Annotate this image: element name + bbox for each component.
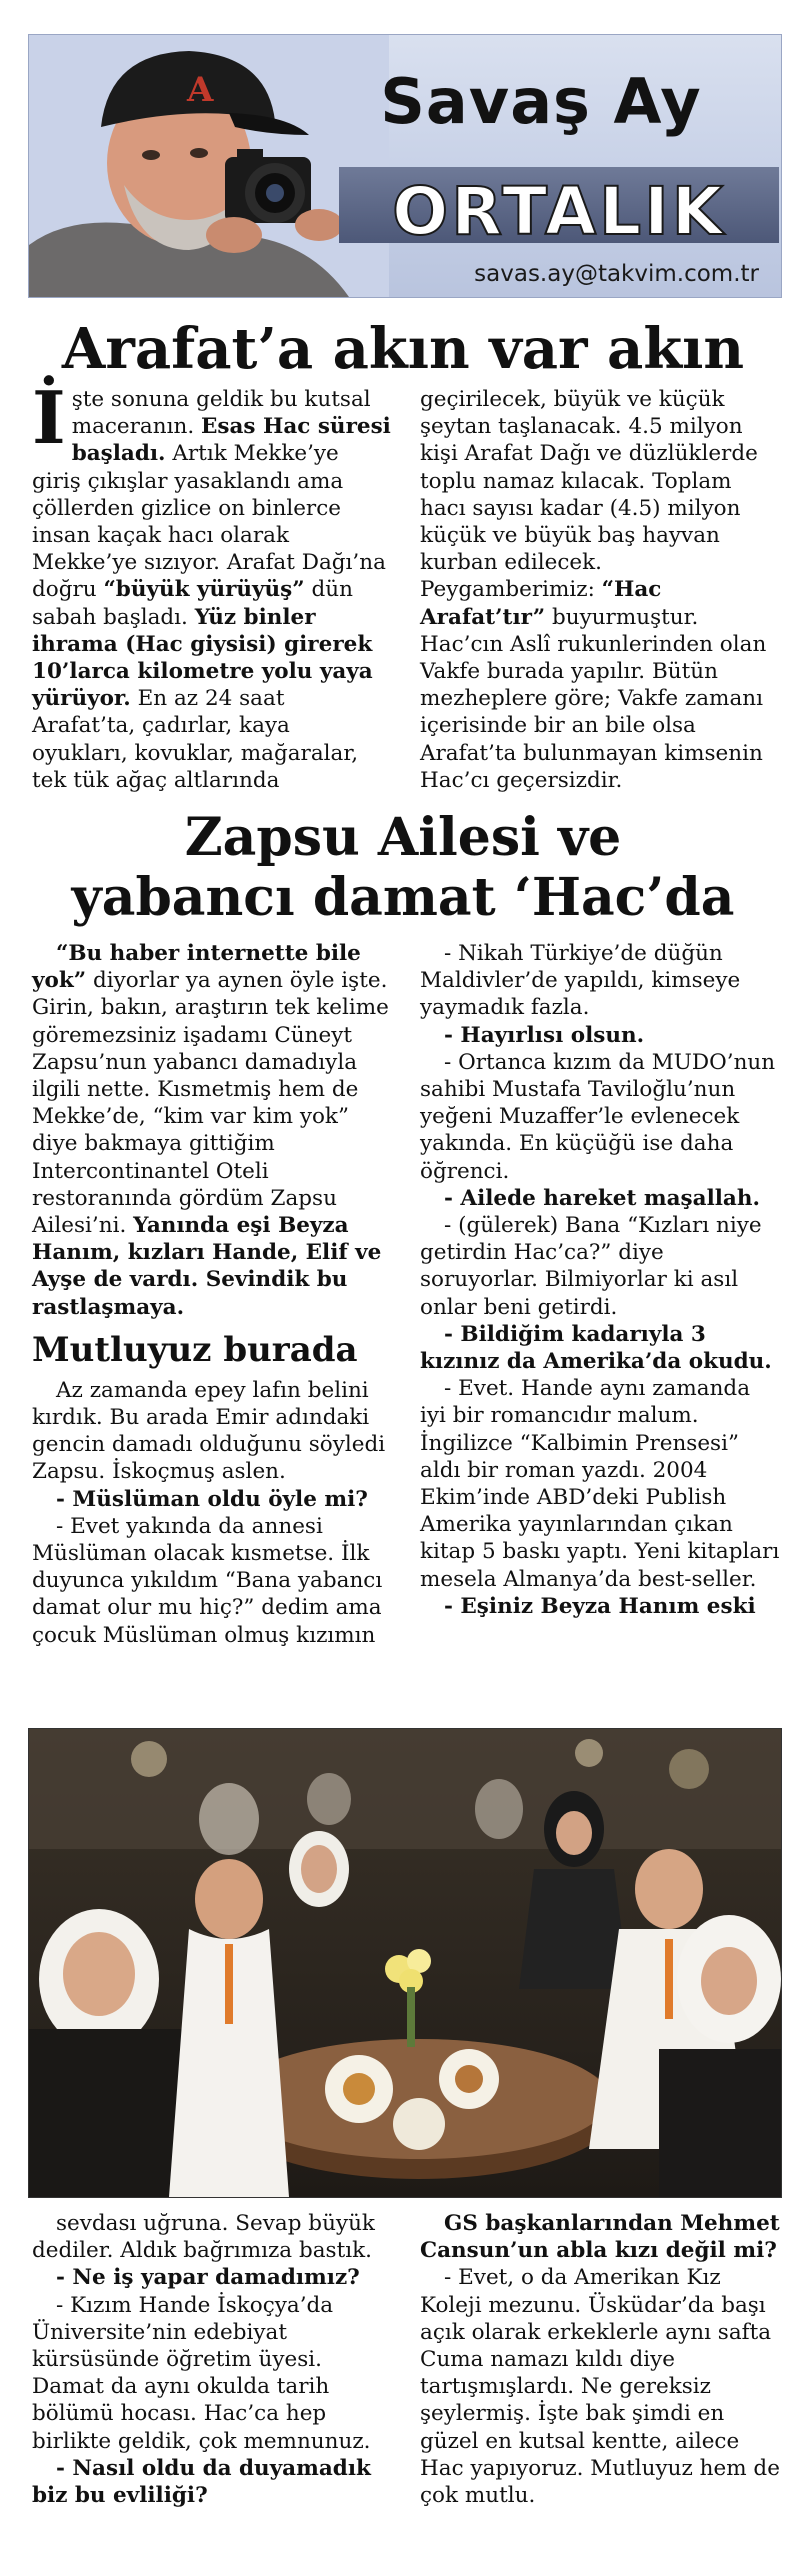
text-run: sevdası uğruna. Sevap büyük dediler. Aldık bağrımıza bastık. bbox=[32, 2211, 375, 2264]
svg-text:A: A bbox=[187, 70, 214, 110]
article2-headline bbox=[20, 808, 786, 928]
text-run: En az 24 saat Arafat’ta, çadırlar, kaya oyukları, kovuklar, mağaralar, tek tük ağaç altlarında bbox=[32, 686, 359, 793]
bold-text: - Eşiniz Beyza Hanım eski bbox=[444, 1593, 756, 1619]
paragraph bbox=[32, 2264, 390, 2291]
text-run: - (gülerek) Bana “Kızları niye getirdin Hac’ca?” diye soruyorlar. Bilmiyorlar ki asıl onlar beni getirdi. bbox=[420, 1213, 762, 1320]
text-run: Az zamanda epey lafın belini kırdık. Bu arada Emir adındaki gencin damadı olduğunu söyledi Zapsu. İskoçmuş aslen. bbox=[32, 1377, 386, 1485]
paragraph bbox=[32, 2455, 390, 2509]
article1-column-1 bbox=[32, 375, 392, 794]
bold-text: - Bildiğim kadarıyla 3 kızınız da Amerika’da okudu. bbox=[420, 1321, 772, 1375]
article2-column-1 bbox=[32, 940, 390, 1649]
paragraph bbox=[32, 2292, 390, 2455]
article2-headline-line1: Zapsu Ailesi ve bbox=[184, 807, 622, 868]
paragraph bbox=[420, 1593, 782, 1620]
text-run: buyurmuştur. Hac’cın Aslî rukunlerinden olan Vakfe burada yapılır. Bütün mezheplere göre; Vakfe zamanı içerisinde bir an bile olsa Arafat’ta bulunmayan kimsenin Hac’cı geçersizdir. bbox=[420, 604, 767, 793]
author-name: Savaş Ay bbox=[380, 65, 702, 138]
article2-headline-line2: yabancı damat ‘Hac’da bbox=[71, 867, 735, 928]
bold-text: - Ailede hareket maşallah. bbox=[444, 1185, 760, 1211]
paragraph bbox=[420, 2264, 782, 2509]
text-run: - Nikah Türkiye’de düğün Maldivler’de yapıldı, kimseye yaymadık fazla. bbox=[420, 941, 741, 1021]
zapsu-family-restaurant-photo bbox=[28, 1728, 782, 2198]
bold-text: “Bu haber internette bile yok” bbox=[32, 941, 361, 994]
column-name: ORTALIK bbox=[392, 173, 726, 250]
text-run: şte sonuna geldik bu kutsal maceranın. bbox=[71, 387, 371, 440]
bold-text: Yüz binler ihrama (Hac giysisi) girerek 10’larca kilometre yolu yaya yürüyor. bbox=[32, 604, 373, 712]
subheading: Mutluyuz burada bbox=[32, 1329, 358, 1370]
bold-text: - Müslüman oldu öyle mi? bbox=[56, 1486, 368, 1512]
article1-headline: Arafat’a akın var akın bbox=[61, 316, 745, 382]
bold-text: - Nasıl oldu da duyamadık biz bu evliliği? bbox=[32, 2455, 371, 2509]
text-run: - Evet, o da Amerikan Kız Koleji mezunu. Üsküdar’da başı açık olarak erkeklerle aynı safta Cuma namazı kıldı diye tartışmışlardı. Ne gereksiz şeylermiş. İşte bak şimdi en güzel en kutsal kentte, ailece Hac yapıyoruz. Mutluyuz hem de çok mutlu. bbox=[420, 2265, 780, 2509]
drop-cap: İ bbox=[32, 375, 66, 460]
bold-text: “Hac Arafat’tır” bbox=[420, 577, 662, 630]
text-run: Artık Mekke’ye giriş çıkışlar yasaklandı ama çöllerden gizlice on binlerce insan kaçak hacı olarak Mekke’ye sızıyor. Arafat Dağı’na doğru bbox=[32, 441, 386, 603]
paragraph bbox=[32, 1486, 390, 1513]
paragraph bbox=[420, 1049, 782, 1185]
text-run: - Kızım Hande İskoçya’da Üniversite’nin edebiyat kürsüsünde öğretim üyesi. Damat da aynı okulda tarih bölümü hocası. Hac’ca hep birlikte geldik, çok memnunuz. bbox=[32, 2292, 371, 2454]
text-run: diyorlar ya aynen öyle işte. Girin, bakın, araştırın tek kelime göremezsiniz işadamı Cüneyt Zapsu’nun yabancı damadıyla ilgili nette. Kısmetmiş hem de Mekke’de, “kim var kim yok” diye bakmaya gittiğim Intercontinantel Oteli restoranında gördüm Zapsu Ailesi’ni. bbox=[32, 968, 389, 1239]
bold-text: - Hayırlısı olsun. bbox=[444, 1022, 645, 1048]
text-run: - Evet. Hande aynı zamanda iyi bir romancıdır malum. İngilizce “Kalbimin Prensesi” aldı bir roman yazdı. 2004 Ekim’inde ABD’deki Publish Amerika yayınlarından çıkan kitap 5 baskı yaptı. Yeni kitapları mesela Almanya’da best-seller. bbox=[420, 1376, 780, 1592]
paragraph bbox=[32, 1377, 390, 1486]
paragraph bbox=[420, 940, 782, 1022]
paragraph bbox=[420, 1212, 782, 1321]
column-header bbox=[28, 34, 782, 298]
text-run: - Evet yakında da annesi Müslüman olacak kısmetse. İlk duyunca yıkıldım “Bana yabancı damat olur mu hiç?” dedim ama çocuk Müslüman olmuş kızımın bbox=[32, 1513, 383, 1648]
paragraph bbox=[32, 1513, 390, 1649]
bold-text: “büyük yürüyüş” bbox=[103, 577, 305, 603]
paragraph bbox=[420, 2210, 782, 2264]
paragraph bbox=[420, 1022, 782, 1049]
article2-column-4 bbox=[420, 2210, 782, 2509]
bold-text: - Ne iş yapar damadımız? bbox=[56, 2265, 360, 2291]
article2-column-3 bbox=[32, 2210, 390, 2509]
paragraph bbox=[420, 386, 782, 794]
paragraph bbox=[420, 1375, 782, 1593]
paragraph bbox=[32, 940, 390, 1321]
text-run: dün sabah başladı. bbox=[32, 577, 353, 630]
paragraph bbox=[420, 1321, 782, 1375]
bold-text: Esas Hac süresi başladı. bbox=[71, 414, 391, 467]
column-name-banner bbox=[339, 167, 779, 250]
paragraph bbox=[32, 2210, 390, 2264]
paragraph bbox=[32, 375, 392, 794]
bold-text: Yanında eşi Beyza Hanım, kızları Hande, Elif ve Ayşe de vardı. Sevindik bu rastlaşmaya. bbox=[32, 1213, 382, 1320]
author-email: savas.ay@takvim.com.tr bbox=[474, 261, 759, 287]
paragraph bbox=[420, 1185, 782, 1212]
article1-column-2 bbox=[420, 386, 782, 794]
bold-text: GS başkanlarından Mehmet Cansun’un abla kızı değil mi? bbox=[420, 2211, 780, 2264]
text-run: - Ortanca kızım da MUDO’nun sahibi Mustafa Taviloğlu’nun yeğeni Muzaffer’le evlenecek yakında. En küçüğü ise daha öğrenci. bbox=[420, 1049, 776, 1184]
text-run: geçirilecek, büyük ve küçük şeytan taşlanacak. 4.5 milyon kişi Arafat Dağı ve düzlüklerde toplu namaz kılacak. Toplam hacı sayısı kadar (4.5) milyon küçük ve büyük baş hayvan kurban edilecek. Peygamberimiz: bbox=[420, 387, 758, 603]
article2-column-2 bbox=[420, 940, 782, 1620]
